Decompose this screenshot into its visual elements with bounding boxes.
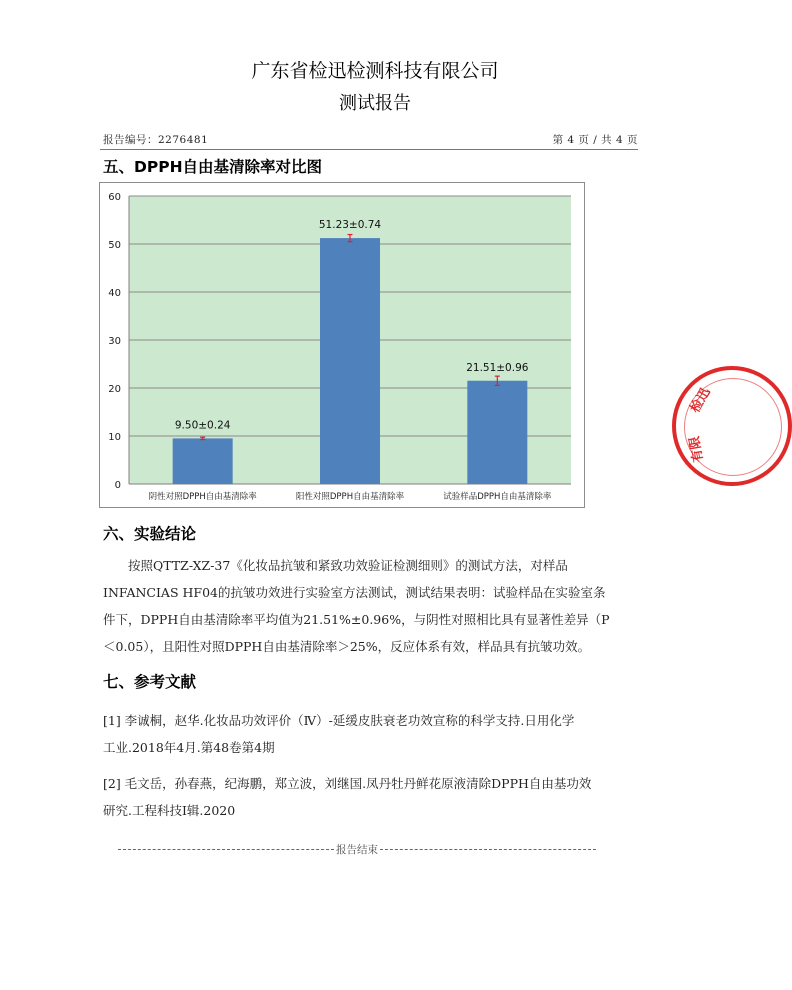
references-heading: 七、参考文献 — [103, 673, 197, 691]
end-dash-right — [380, 849, 596, 850]
report-end-line — [118, 842, 596, 857]
chart-section-heading: 五、DPPH自由基清除率对比图 — [103, 158, 323, 176]
bar — [173, 438, 233, 484]
bar — [320, 238, 380, 484]
conclusion-heading: 六、实验结论 — [103, 525, 197, 543]
reference-2-line-2: 研究.工程科技Ⅰ辑.2020 — [103, 803, 236, 818]
reference-2-line-1: [2] 毛文岳，孙春燕，纪海鹏，郑立波，刘继国.凤丹牡丹鲜花原液清除DPPH自由基功效 — [103, 776, 592, 791]
report-end-text: 报告结束 — [336, 844, 378, 856]
x-category-label: 试验样品DPPH自由基清除率 — [443, 492, 552, 502]
y-tick-label: 50 — [108, 240, 121, 251]
y-tick-label: 0 — [114, 480, 121, 491]
conclusion-line-1: 按照QTTZ-XZ-37《化妆品抗皱和紧致功效验证检测细则》的测试方法，对样品 — [128, 558, 568, 573]
conclusion-line-2: INFANCIAS HF04的抗皱功效进行实验室方法测试，测试结果表明：试验样品在实验室条 — [103, 585, 606, 600]
y-tick-label: 60 — [108, 192, 121, 203]
y-tick-label: 20 — [108, 384, 121, 395]
data-label: 9.50±0.24 — [174, 419, 231, 432]
x-category-label: 阴性对照DPPH自由基清除率 — [148, 492, 257, 502]
report-title: 测试报告 — [339, 93, 411, 114]
end-dash-left — [118, 849, 334, 850]
reference-1-line-1: [1] 李诚桐，赵华.化妆品功效评价（Ⅳ）-延缓皮肤衰老功效宣称的科学支持.日用化学 — [103, 713, 575, 728]
y-tick-label: 40 — [108, 288, 121, 299]
conclusion-line-4: ＜0.05），且阳性对照DPPH自由基清除率＞25%，反应体系有效，样品具有抗皱功效。 — [103, 639, 591, 654]
conclusion-line-3: 件下，DPPH自由基清除率平均值为21.51%±0.96%，与阴性对照相比具有显著性差异（P — [103, 612, 610, 627]
bar — [467, 381, 527, 484]
report-number: 报告编号：2276481 — [103, 134, 209, 146]
reference-1-line-2: 工业.2018年4月.第48卷第4期 — [103, 740, 275, 755]
y-tick-label: 30 — [108, 336, 121, 347]
data-label: 21.51±0.96 — [466, 361, 529, 374]
company-name: 广东省检迅检测科技有限公司 — [251, 60, 499, 82]
dpph-bar-chart — [99, 182, 585, 508]
x-category-label: 阳性对照DPPH自由基清除率 — [295, 492, 405, 502]
company-seal: 检迅 有限 — [672, 366, 792, 486]
header-divider — [100, 149, 638, 150]
y-tick-label: 10 — [108, 432, 121, 443]
data-label: 51.23±0.74 — [318, 219, 382, 232]
page-indicator: 第 4 页 / 共 4 页 — [552, 134, 638, 146]
